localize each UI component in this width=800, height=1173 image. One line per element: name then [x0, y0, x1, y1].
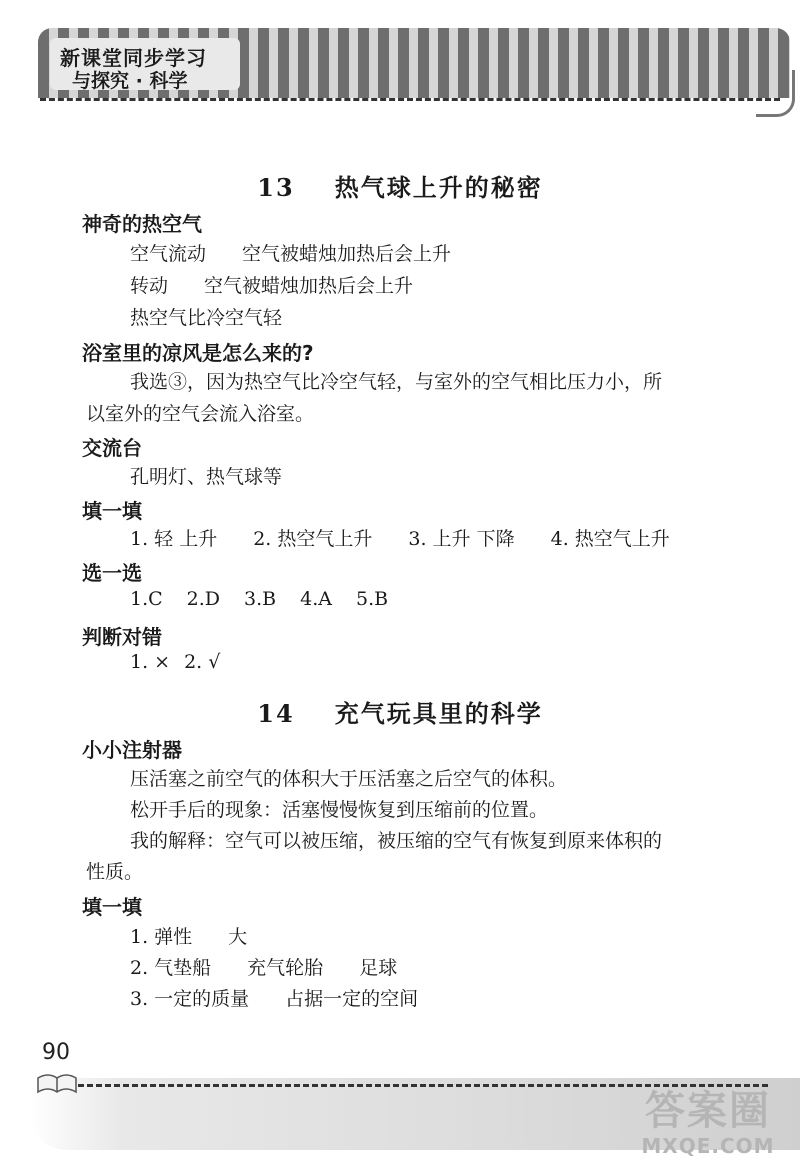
answer-line [130, 239, 451, 266]
lesson-13-title [0, 168, 800, 203]
brand-title-line1: 新课堂同步学习 [60, 46, 207, 70]
section-heading: 小小注射器 [82, 738, 182, 762]
answer-line [130, 524, 670, 551]
footer-dashed-rule [78, 1084, 768, 1087]
answer-line [130, 651, 220, 673]
section-heading: 选一选 [82, 561, 142, 585]
answer-text: 5.B [356, 588, 389, 610]
open-book-icon [36, 1066, 78, 1096]
answer-text: 2. √ [184, 651, 221, 673]
lesson-14-number: 14 [257, 699, 295, 728]
answer-line [130, 984, 418, 1011]
page-header-banner [38, 28, 790, 98]
answer-text: 充气轮胎 [247, 957, 324, 979]
section-heading: 填一填 [82, 895, 142, 919]
answer-text: 1. 轻 上升 [130, 528, 218, 550]
section-heading: 填一填 [82, 499, 142, 523]
section-heading: 神奇的热空气 [82, 212, 202, 236]
paragraph-line: 我选③，因为热空气比冷空气轻，与室外的空气相比压力小，所 [130, 371, 663, 393]
section-heading: 浴室里的凉风是怎么来的? [82, 341, 314, 365]
header-brand-tab [50, 38, 240, 90]
watermark-url-text: MXQE.COM [641, 1134, 775, 1158]
lesson-13-number: 13 [257, 173, 295, 202]
answer-text: 1.C [130, 588, 163, 610]
answer-text: 转动 [130, 275, 169, 297]
answer-text: 2. 气垫船 [130, 957, 212, 979]
header-dashed-rule [40, 98, 780, 101]
lesson-13-title-text: 热气球上升的秘密 [334, 173, 543, 202]
answer-text: 占据一定的空间 [285, 988, 419, 1010]
lesson-14-title-text: 充气玩具里的科学 [334, 699, 543, 728]
answer-text: 足球 [359, 957, 398, 979]
lesson-14-title [0, 694, 800, 729]
section-heading: 交流台 [82, 436, 142, 460]
answer-line [130, 271, 413, 298]
section-heading: 判断对错 [82, 625, 162, 649]
answer-line: 孔明灯、热气球等 [130, 466, 283, 488]
answer-text: 2.D [186, 588, 221, 610]
answer-line [130, 922, 247, 949]
answer-text: 1. 弹性 [130, 926, 193, 948]
answer-text: 空气被蜡烛加热后会上升 [242, 243, 452, 265]
answer-text: 3. 上升 下降 [408, 528, 515, 550]
watermark-main-text: 答案圈 [645, 1088, 771, 1134]
answer-line [130, 953, 397, 980]
paragraph-line: 松开手后的现象：活塞慢慢恢复到压缩前的位置。 [130, 799, 549, 821]
paragraph-line: 性质。 [86, 861, 144, 883]
header-curl-decoration [756, 70, 795, 117]
paragraph-line: 我的解释：空气可以被压缩，被压缩的空气有恢复到原来体积的 [130, 830, 663, 852]
answer-text: 3.B [244, 588, 277, 610]
paragraph-line: 压活塞之前空气的体积大于压活塞之后空气的体积。 [130, 768, 568, 790]
brand-title-line2: 与探究 · 科学 [72, 70, 188, 92]
answer-text: 1. × [130, 651, 171, 673]
page-number: 90 [42, 1040, 70, 1065]
answer-text: 2. 热空气上升 [253, 528, 373, 550]
answer-text: 空气被蜡烛加热后会上升 [204, 275, 414, 297]
watermark-logo [622, 1088, 794, 1166]
answer-text: 4. 热空气上升 [550, 528, 670, 550]
answer-text: 3. 一定的质量 [130, 988, 250, 1010]
paragraph-line: 以室外的空气会流入浴室。 [86, 403, 315, 425]
answer-line [130, 588, 388, 610]
answer-text: 空气流动 [130, 243, 207, 265]
answer-line: 热空气比冷空气轻 [130, 307, 283, 329]
answer-text: 大 [228, 926, 248, 948]
answer-text: 4.A [300, 588, 332, 610]
